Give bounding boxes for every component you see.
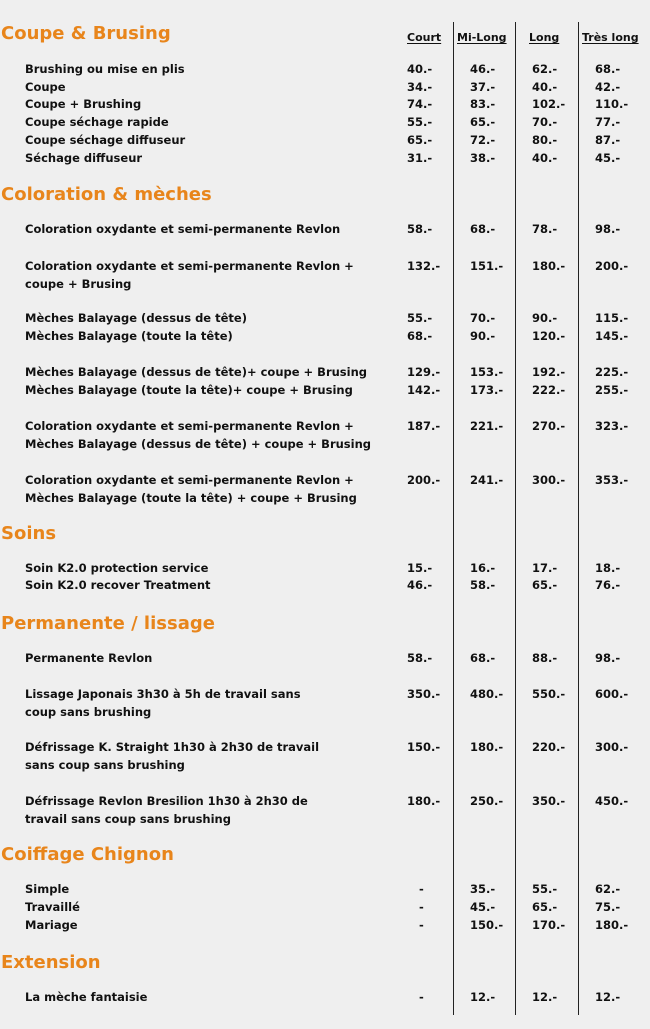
- price-long: 270.-: [532, 419, 566, 433]
- price-long: 65.-: [532, 578, 558, 592]
- price-tres-long: 200.-: [595, 259, 629, 273]
- price-tres-long: 98.-: [595, 651, 621, 665]
- price-tres-long: 255.-: [595, 383, 629, 397]
- price-court: 132.-: [407, 259, 441, 273]
- price-mi-long: 153.-: [470, 365, 504, 379]
- price-long: 300.-: [532, 473, 566, 487]
- service-label: Coupe: [25, 80, 66, 94]
- service-label: Coupe + Brushing: [25, 97, 142, 111]
- section-title: Coupe & Brusing: [1, 23, 171, 44]
- price-mi-long: 46.-: [470, 62, 496, 76]
- price-tres-long: 75.-: [595, 900, 621, 914]
- price-long: 88.-: [532, 651, 558, 665]
- price-court: 180.-: [407, 794, 441, 808]
- service-label: Séchage diffuseur: [25, 151, 143, 165]
- price-mi-long: 68.-: [470, 651, 496, 665]
- service-label: Mèches Balayage (toute la tête)+ coupe + Brusing: [25, 383, 353, 397]
- price-mi-long: 150.-: [470, 918, 504, 932]
- price-long: 78.-: [532, 222, 558, 236]
- price-long: 17.-: [532, 561, 558, 575]
- price-long: 220.-: [532, 740, 566, 754]
- price-mi-long: 72.-: [470, 133, 496, 147]
- price-mi-long: 38.-: [470, 151, 496, 165]
- price-tres-long: 110.-: [595, 97, 629, 111]
- service-label: Coloration oxydante et semi-permanente Revlon: [25, 222, 341, 236]
- price-court: 15.-: [407, 561, 433, 575]
- price-tres-long: 323.-: [595, 419, 629, 433]
- price-court: 55.-: [407, 115, 433, 129]
- service-label: Lissage Japonais 3h30 à 5h de travail sans coup sans brushing: [25, 687, 301, 719]
- price-mi-long: 241.-: [470, 473, 504, 487]
- service-label: Coupe séchage rapide: [25, 115, 169, 129]
- price-mi-long: 83.-: [470, 97, 496, 111]
- service-label: Mèches Balayage (dessus de tête): [25, 311, 247, 325]
- price-tres-long: 12.-: [595, 990, 621, 1004]
- price-long: 80.-: [532, 133, 558, 147]
- section-title: Soins: [1, 523, 57, 544]
- price-mi-long: 250.-: [470, 794, 504, 808]
- column-header-court: Court: [407, 31, 442, 44]
- section-title: Coloration & mèches: [1, 184, 212, 205]
- price-long: 55.-: [532, 882, 558, 896]
- price-court: -: [419, 882, 424, 896]
- price-tres-long: 300.-: [595, 740, 629, 754]
- price-mi-long: 12.-: [470, 990, 496, 1004]
- column-header-long: Long: [529, 31, 560, 44]
- price-court: 150.-: [407, 740, 441, 754]
- service-label: Coupe séchage diffuseur: [25, 133, 186, 147]
- price-court: 58.-: [407, 651, 433, 665]
- price-court: 74.-: [407, 97, 433, 111]
- price-long: 350.-: [532, 794, 566, 808]
- price-mi-long: 70.-: [470, 311, 496, 325]
- price-mi-long: 16.-: [470, 561, 496, 575]
- price-court: 31.-: [407, 151, 433, 165]
- price-tres-long: 115.-: [595, 311, 629, 325]
- price-long: 12.-: [532, 990, 558, 1004]
- price-mi-long: 65.-: [470, 115, 496, 129]
- price-tres-long: 77.-: [595, 115, 621, 129]
- price-court: 187.-: [407, 419, 441, 433]
- price-court: 40.-: [407, 62, 433, 76]
- price-court: 46.-: [407, 578, 433, 592]
- price-tres-long: 18.-: [595, 561, 621, 575]
- service-label: Permanente Revlon: [25, 651, 153, 665]
- price-tres-long: 450.-: [595, 794, 629, 808]
- price-long: 62.-: [532, 62, 558, 76]
- price-long: 65.-: [532, 900, 558, 914]
- service-label: Soin K2.0 recover Treatment: [25, 578, 211, 592]
- price-long: 40.-: [532, 151, 558, 165]
- price-court: 200.-: [407, 473, 441, 487]
- column-header-tres-long: Très long: [582, 31, 639, 44]
- price-mi-long: 221.-: [470, 419, 504, 433]
- price-tres-long: 98.-: [595, 222, 621, 236]
- price-tres-long: 180.-: [595, 918, 629, 932]
- price-tres-long: 76.-: [595, 578, 621, 592]
- price-long: 550.-: [532, 687, 566, 701]
- price-tres-long: 353.-: [595, 473, 629, 487]
- price-tres-long: 600.-: [595, 687, 629, 701]
- price-mi-long: 480.-: [470, 687, 504, 701]
- price-long: 102.-: [532, 97, 566, 111]
- price-tres-long: 145.-: [595, 329, 629, 343]
- service-label: Défrissage K. Straight 1h30 à 2h30 de travail sans coup sans brushing: [25, 740, 320, 772]
- price-mi-long: 58.-: [470, 578, 496, 592]
- price-mi-long: 180.-: [470, 740, 504, 754]
- price-tres-long: 45.-: [595, 151, 621, 165]
- price-tres-long: 68.-: [595, 62, 621, 76]
- price-court: 34.-: [407, 80, 433, 94]
- price-court: -: [419, 918, 424, 932]
- column-divider: [515, 22, 516, 1015]
- service-label: Mèches Balayage (dessus de tête)+ coupe + Brusing: [25, 365, 368, 379]
- service-label: Coloration oxydante et semi-permanente Revlon + Mèches Balayage (toute la tête) + coupe + Brusing: [25, 473, 357, 505]
- service-label: Coloration oxydante et semi-permanente Revlon + coupe + Brusing: [25, 259, 354, 291]
- price-tres-long: 42.-: [595, 80, 621, 94]
- price-long: 70.-: [532, 115, 558, 129]
- service-label: Défrissage Revlon Bresilion 1h30 à 2h30 de travail sans coup sans brushing: [25, 794, 308, 826]
- price-long: 40.-: [532, 80, 558, 94]
- price-long: 192.-: [532, 365, 566, 379]
- service-label: Simple: [25, 882, 70, 896]
- price-long: 170.-: [532, 918, 566, 932]
- price-long: 120.-: [532, 329, 566, 343]
- price-long: 180.-: [532, 259, 566, 273]
- section-title: Permanente / lissage: [1, 613, 215, 634]
- price-court: 58.-: [407, 222, 433, 236]
- section-title: Extension: [1, 952, 101, 973]
- service-label: Travaillé: [25, 900, 80, 914]
- price-court: -: [419, 990, 424, 1004]
- column-header-mi-long: Mi-Long: [457, 31, 507, 44]
- price-mi-long: 68.-: [470, 222, 496, 236]
- price-court: 350.-: [407, 687, 441, 701]
- service-label: Soin K2.0 protection service: [25, 561, 209, 575]
- price-court: 55.-: [407, 311, 433, 325]
- price-tres-long: 225.-: [595, 365, 629, 379]
- column-divider: [453, 22, 454, 1015]
- price-mi-long: 90.-: [470, 329, 496, 343]
- price-mi-long: 151.-: [470, 259, 504, 273]
- price-court: 68.-: [407, 329, 433, 343]
- price-court: 65.-: [407, 133, 433, 147]
- price-mi-long: 35.-: [470, 882, 496, 896]
- price-tres-long: 62.-: [595, 882, 621, 896]
- price-court: -: [419, 900, 424, 914]
- price-tres-long: 87.-: [595, 133, 621, 147]
- price-mi-long: 173.-: [470, 383, 504, 397]
- section-title: Coiffage Chignon: [1, 844, 174, 865]
- column-divider: [578, 22, 579, 1015]
- price-table-header: [0, 24, 650, 48]
- price-long: 90.-: [532, 311, 558, 325]
- service-label: Coloration oxydante et semi-permanente Revlon + Mèches Balayage (dessus de tête) + coupe + Brusing: [25, 419, 372, 451]
- service-label: La mèche fantaisie: [25, 990, 148, 1004]
- price-long: 222.-: [532, 383, 566, 397]
- service-label: Brushing ou mise en plis: [25, 62, 185, 76]
- service-label: Mèches Balayage (toute la tête): [25, 329, 233, 343]
- price-court: 142.-: [407, 383, 441, 397]
- service-label: Mariage: [25, 918, 78, 932]
- price-mi-long: 37.-: [470, 80, 496, 94]
- price-mi-long: 45.-: [470, 900, 496, 914]
- price-court: 129.-: [407, 365, 441, 379]
